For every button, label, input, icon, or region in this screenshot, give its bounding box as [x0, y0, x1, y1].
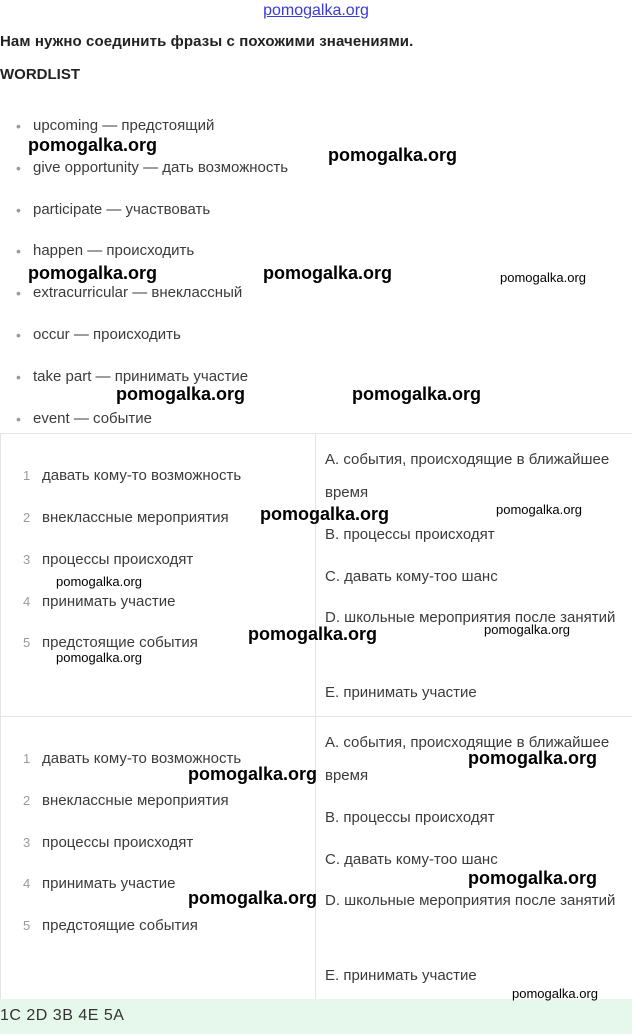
answer-bar: [0, 999, 632, 1034]
phrase-row: [23, 834, 193, 851]
phrase-row: [23, 875, 175, 892]
watermark: pomogalka.org: [263, 263, 393, 283]
phrase-text: давать кому-то возможность: [42, 467, 242, 484]
phrase-row: [23, 467, 241, 484]
row-number: 5: [23, 918, 31, 933]
meaning-item: B. процессы происходят: [325, 526, 495, 543]
wordlist-item: • event — событие: [16, 409, 288, 451]
meaning-item: A. события, происходящие в ближайшее время: [325, 451, 610, 501]
phrase-text: предстоящие события: [42, 917, 198, 934]
phrase-text: внеклассные мероприятия: [42, 792, 229, 809]
row-number: 3: [23, 835, 31, 850]
row-number: 4: [23, 876, 31, 891]
wordlist-heading: WORDLIST: [0, 66, 80, 83]
watermark: pomogalka.org: [496, 502, 582, 517]
wordlist-item: • give opportunity — дать возможность: [16, 158, 288, 200]
site-header-link[interactable]: pomogalka.org: [263, 2, 369, 19]
row-number: 3: [23, 552, 31, 567]
row-number: 2: [23, 793, 31, 808]
watermark: pomogalka.org: [328, 145, 458, 165]
phrase-text: принимать участие: [42, 875, 176, 892]
phrase-row: [23, 509, 229, 526]
watermark: pomogalka.org: [468, 748, 598, 768]
phrase-text: процессы происходят: [42, 834, 194, 851]
watermark: pomogalka.org: [468, 868, 598, 888]
watermark: pomogalka.org: [248, 624, 378, 644]
meanings-column: [315, 434, 632, 716]
watermark: pomogalka.org: [352, 384, 482, 404]
row-number: 1: [23, 751, 31, 766]
meaning-item: B. процессы происходят: [325, 809, 495, 826]
phrase-text: предстоящие события: [42, 634, 198, 651]
wordlist-item: • happen — происходить: [16, 241, 288, 283]
phrase-text: давать кому-то возможность: [42, 750, 242, 767]
phrases-column: [0, 434, 315, 716]
watermark: pomogalka.org: [188, 888, 318, 908]
meaning-item: D. школьные мероприятия после занятий: [325, 609, 616, 626]
phrase-row: [23, 634, 198, 651]
watermark: pomogalka.org: [512, 986, 598, 1001]
phrases-column: [0, 717, 318, 1000]
meaning-item: C. давать кому-тоо шанс: [325, 851, 498, 868]
wordlist-item: • occur — происходить: [16, 325, 288, 367]
watermark: pomogalka.org: [484, 622, 570, 637]
phrase-row: [23, 551, 193, 568]
row-number: 2: [23, 510, 31, 525]
wordlist-item: • take part — принимать участие: [16, 367, 288, 409]
watermark: pomogalka.org: [260, 504, 390, 524]
phrase-text: внеклассные мероприятия: [42, 509, 229, 526]
row-number: 5: [23, 635, 31, 650]
watermark: pomogalka.org: [500, 270, 586, 285]
row-number: 1: [23, 468, 31, 483]
watermark: pomogalka.org: [56, 574, 142, 589]
watermark: pomogalka.org: [116, 384, 246, 404]
phrase-row: [23, 792, 229, 809]
watermark: pomogalka.org: [28, 263, 158, 283]
meaning-item: A. события, происходящие в ближайшее время: [325, 734, 610, 784]
meaning-item: C. давать кому-тоо шанс: [325, 568, 498, 585]
phrase-text: принимать участие: [42, 593, 176, 610]
phrase-row: [23, 917, 198, 934]
wordlist-item: • participate — участвовать: [16, 200, 288, 242]
wordlist-item: • extracurricular — внеклассный: [16, 283, 288, 325]
phrase-row: [23, 593, 175, 610]
meaning-item: D. школьные мероприятия после занятий: [325, 892, 616, 909]
watermark: pomogalka.org: [188, 764, 318, 784]
meaning-item: E. принимать участие: [325, 684, 477, 701]
phrase-text: процессы происходят: [42, 551, 194, 568]
meaning-item: E. принимать участие: [325, 967, 477, 984]
page-title: Нам нужно соединить фразы с похожими значениями.: [0, 33, 414, 50]
watermark: pomogalka.org: [56, 650, 142, 665]
answer-text: 1C 2D 3B 4E 5A: [0, 1007, 125, 1024]
wordlist-item: • upcoming — предстоящий: [16, 116, 288, 158]
watermark: pomogalka.org: [28, 135, 158, 155]
row-number: 4: [23, 594, 31, 609]
